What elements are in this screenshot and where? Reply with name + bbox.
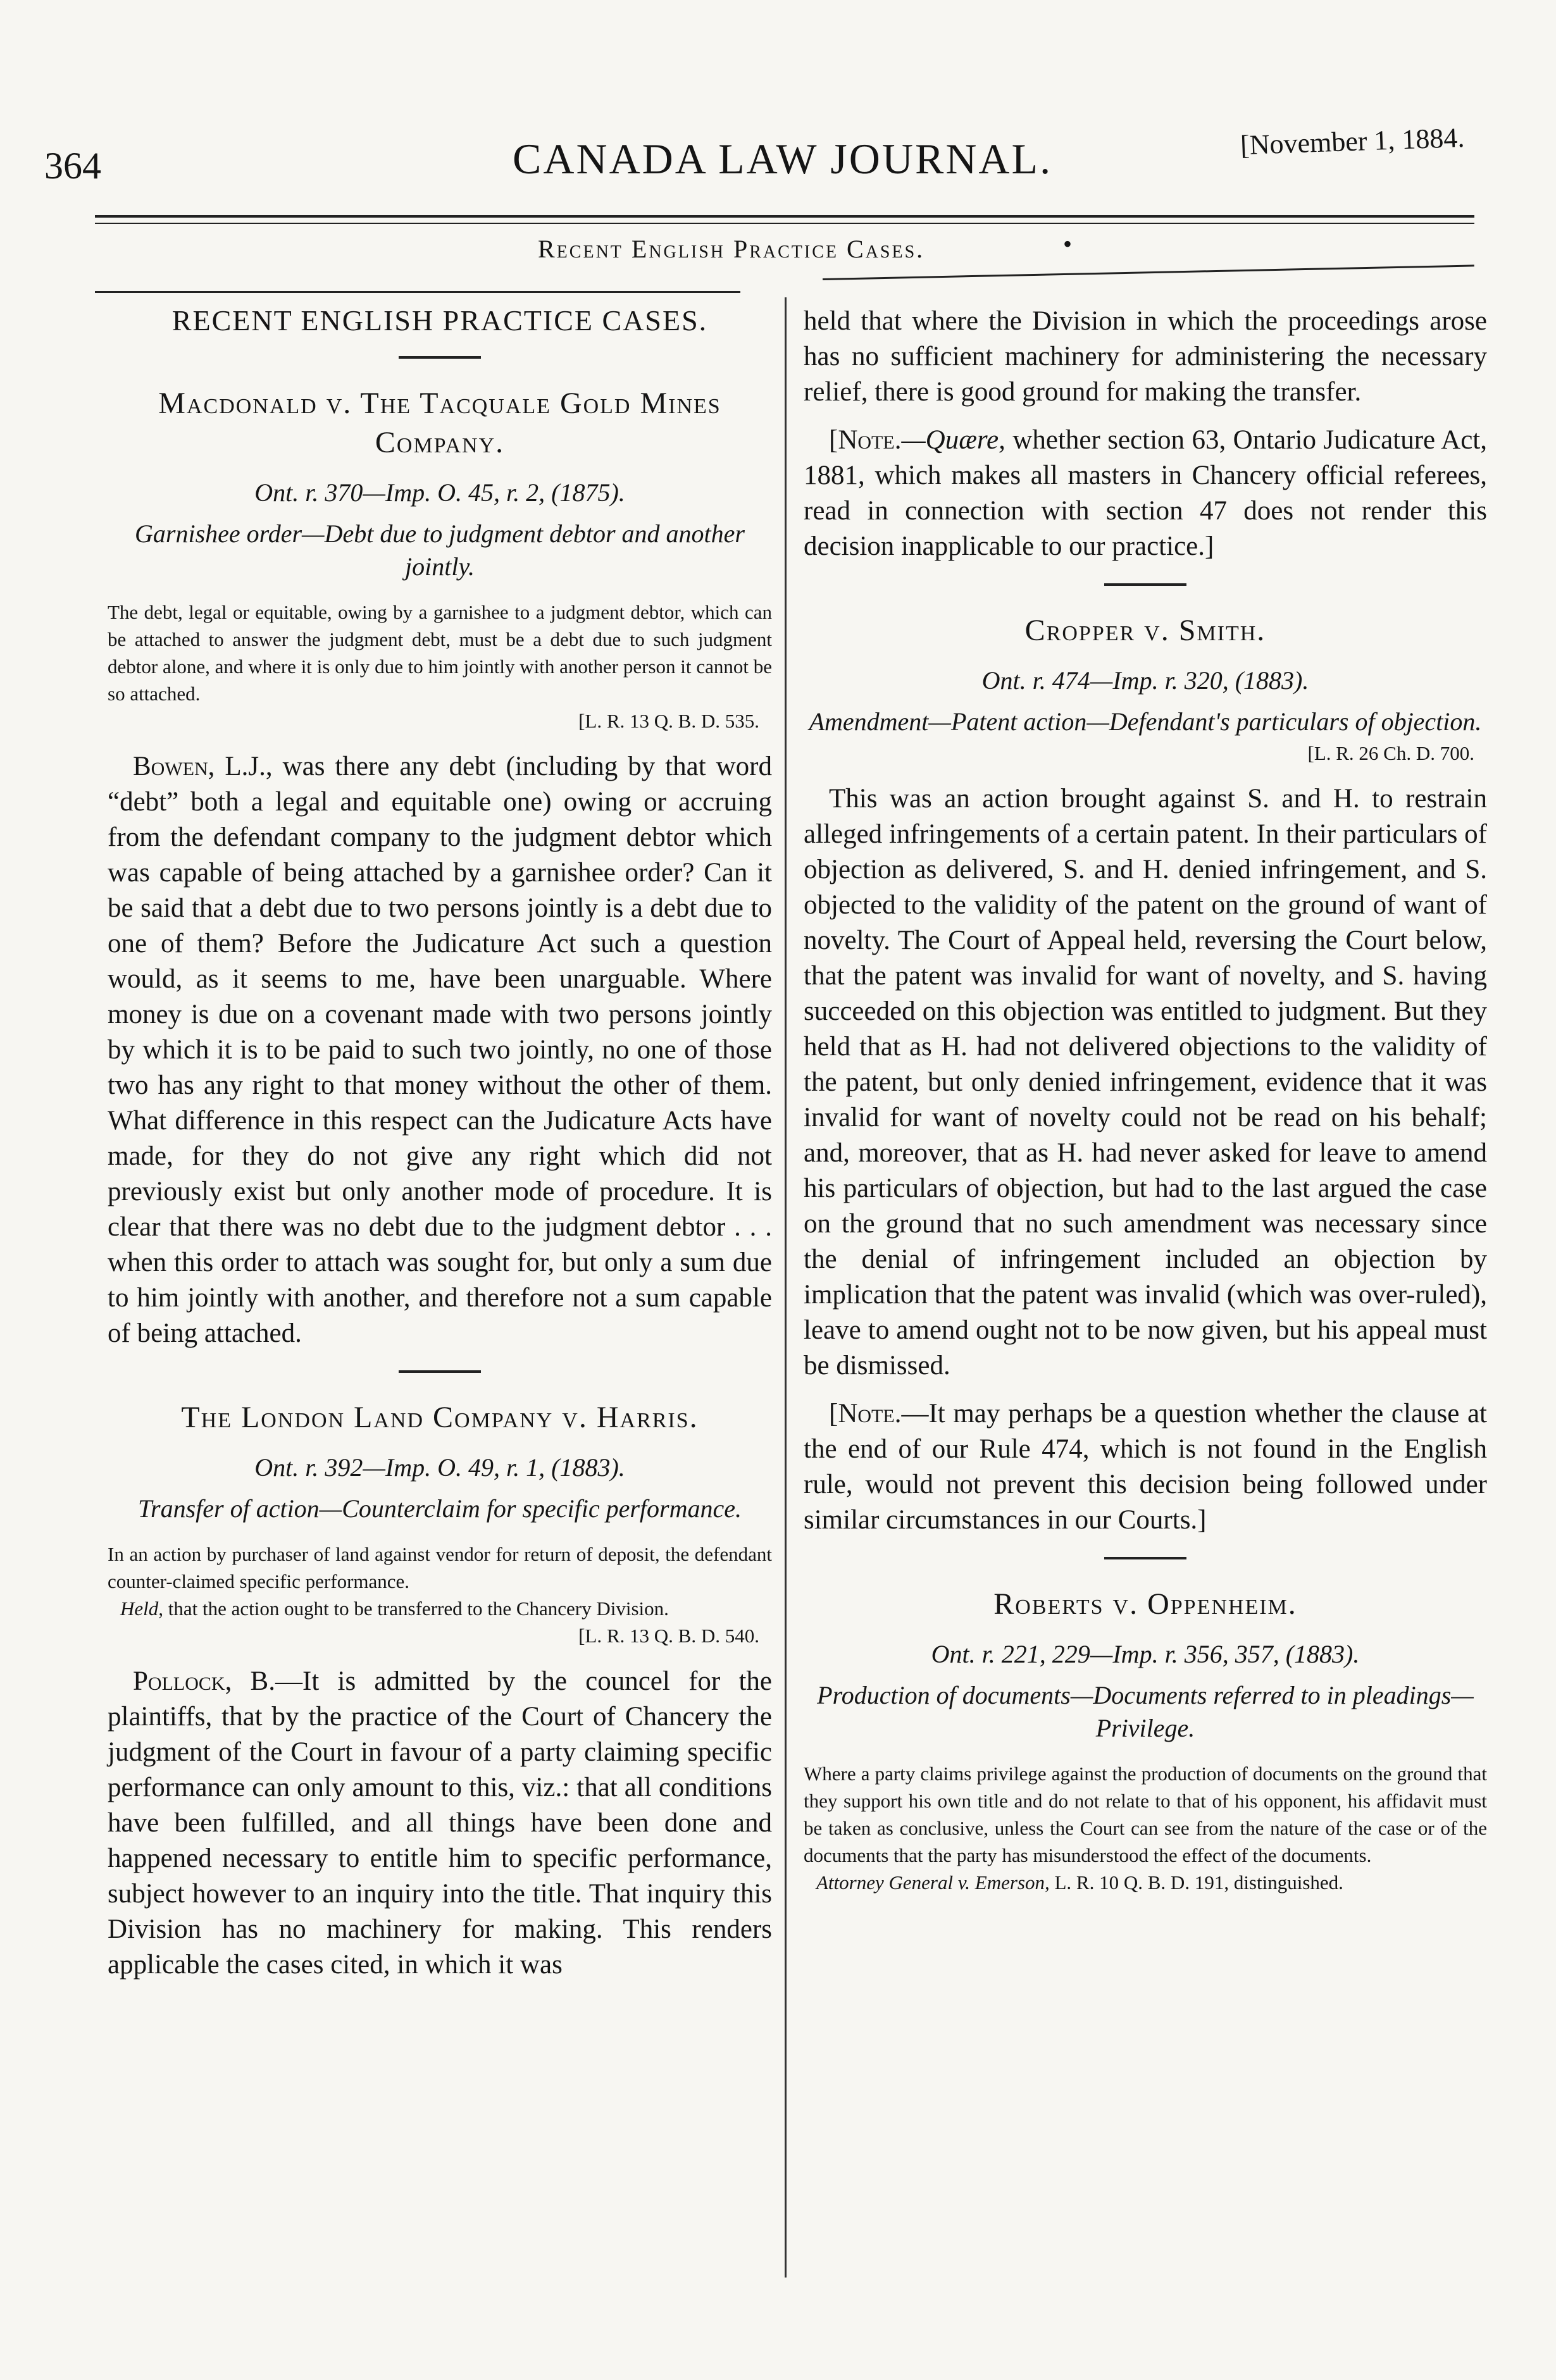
case-topic: Production of documents—Documents referred to in pleadings—Privilege. (817, 1681, 1474, 1742)
journal-title: CANADA LAW JOURNAL. (513, 135, 1053, 183)
judgment-text (108, 749, 772, 1351)
column-divider (785, 297, 787, 2278)
right-column (804, 304, 1487, 1896)
case-distinguished (804, 1869, 1487, 1896)
section-heading: Recent English Practice Cases. (538, 235, 925, 263)
left-column (108, 304, 772, 1995)
headnote-held (108, 1595, 772, 1622)
note-label: [Note. (829, 1399, 902, 1429)
continued-text: held that where the Division in which the proceedings arose has no sufficient machinery for administering the necessary relief, there is good ground for making the transfer. (804, 306, 1487, 407)
issue-date: [November 1, 1884. (1240, 121, 1466, 161)
main-heading: RECENT ENGLISH PRACTICE CASES. (171, 304, 708, 337)
law-report-citation: [L. R. 13 Q. B. D. 540. (578, 1625, 759, 1647)
case-topic: Transfer of action—Counterclaim for specific performance. (137, 1494, 742, 1523)
note-text: —It may perhaps be a question whether the clause at the end of our Rule 474, which is not found in the English rule, would not prevent this decision being followed under similar circumstances in our Courts.] (804, 1399, 1487, 1535)
held-text: that the action ought to be transferred to the Chancery Division. (168, 1597, 669, 1620)
case-topic: Amendment—Patent action—Defendant's particulars of objection. (809, 707, 1482, 736)
case-title-macdonald: Macdonald v. The Tacquale Gold Mines Company. (158, 387, 721, 459)
section-mark: • (1063, 230, 1073, 258)
judgment-body: —It is admitted by the councel for the plaintiffs, that by the practice of the Court of Chancery the judgment of the Court in favour of a party claiming specific performance can only amount to this, viz.: that all conditions have been fulfilled, and all things have been done and happened necessary to entitle him to specific performance, subject however to an inquiry into the title. That inquiry this Division has no machinery for making. This renders applicable the cases cited, in which it was (108, 1666, 772, 1980)
divider (399, 356, 481, 359)
rule-reference: Ont. r. 392—Imp. O. 49, r. 1, (1883). (254, 1453, 625, 1482)
rule-reference: Ont. r. 370—Imp. O. 45, r. 2, (1875). (254, 478, 625, 507)
section-rule-left (95, 291, 740, 293)
case-title-roberts: Roberts v. Oppenheim. (993, 1587, 1297, 1621)
headnote: In an action by purchaser of land against vendor for return of deposit, the defendant counter-claimed specific performance. (108, 1543, 772, 1592)
rule-reference: Ont. r. 474—Imp. r. 320, (1883). (981, 666, 1309, 695)
cited-case-ref: L. R. 10 Q. B. D. 191, distinguished. (1054, 1871, 1343, 1893)
header-rule-bottom (95, 223, 1474, 224)
section-rule-right (823, 264, 1474, 280)
case-topic: Garnishee order—Debt due to judgment debtor and another jointly. (135, 519, 745, 581)
note-text: whether section 63, Ontario Judicature Act, 1881, which makes all masters in Chancery official referees, read in connection with section 47 does not render this decision inapplicable to our practice.] (804, 425, 1487, 561)
editor-note (804, 423, 1487, 564)
judgment-body: was there any debt (including by that word “debt” both a legal and equitable one) owing or accruing from the defendant company to the judgment debtor which was capable of being attached by a garnishee order? Can it be said that a debt due to two persons jointly is a debt due to one of them? Before the Judicature Act such a question would, as it seems to me, have been unarguable. Where money is due on a covenant made with two persons jointly by which it is to be paid to such two jointly, no one of those two has any right to that money without the other of them. What difference in this respect can the Judicature Acts have made, for they do not give any right which did not previously exist but only another mode of procedure. It is clear that there was no debt due to the judgment debtor . . . when this order to attach was sought for, but only a sum due to him jointly with another, and therefore not a sum capable of being attached. (108, 752, 773, 1348)
header-rule-top (95, 215, 1474, 218)
divider (1104, 1557, 1186, 1559)
editor-note (804, 1396, 1487, 1538)
judge-name: Bowen, L.J., (133, 752, 273, 781)
note-quaere: —Quære, (901, 425, 1005, 455)
judgment-text (108, 1664, 772, 1983)
cited-case-name: Attorney General v. Emerson, (816, 1871, 1050, 1893)
judge-name: Pollock, B. (133, 1666, 275, 1696)
divider (1104, 583, 1186, 586)
note-label: [Note. (829, 425, 902, 455)
case-title-london-land: The London Land Company v. Harris. (181, 1401, 699, 1434)
divider (399, 1370, 481, 1373)
case-title-cropper: Cropper v. Smith. (1024, 614, 1266, 647)
case-summary: This was an action brought against S. and H. to restrain alleged infringements of a certain patent. In their particulars of objection as delivered, S. and H. denied infringement, and S. objected to the validity of the patent on the ground of want of novelty. The Court of Appeal held, reversing the Court below, that the patent was invalid for want of novelty, and S. having succeeded on this objection was entitled to judgment. But they held that as H. had not delivered objections to the validity of the patent, but only denied infringement, evidence that it was invalid for want of novelty could not be read on his behalf; and, moreover, that as H. had never asked for leave to amend his particulars of objection, but had to the last argued the case on the ground that no such amendment was necessary since the denial of infringement included an objection by implication that the patent was invalid (which was over-ruled), leave to amend ought not to be now given, but his appeal must be dismissed. (804, 784, 1487, 1380)
law-report-citation: [L. R. 13 Q. B. D. 535. (578, 710, 759, 732)
held-word: Held, (120, 1597, 164, 1620)
headnote: The debt, legal or equitable, owing by a garnishee to a judgment debtor, which can be attached to answer the judgment debt, must be a debt due to such judgment debtor alone, and where it is only due to him jointly with another person it cannot be so attached. (108, 601, 772, 705)
rule-reference: Ont. r. 221, 229—Imp. r. 356, 357, (1883). (931, 1640, 1360, 1668)
law-report-citation: [L. R. 26 Ch. D. 700. (1307, 742, 1474, 764)
headnote: Where a party claims privilege against the production of documents on the ground that they support his own title and do not relate to that of his opponent, his affidavit must be taken as conclusive, unless the Court can see from the nature of the case or of the documents that the party has misunderstood the effect of the documents. (804, 1763, 1487, 1866)
page-number: 364 (44, 145, 101, 187)
